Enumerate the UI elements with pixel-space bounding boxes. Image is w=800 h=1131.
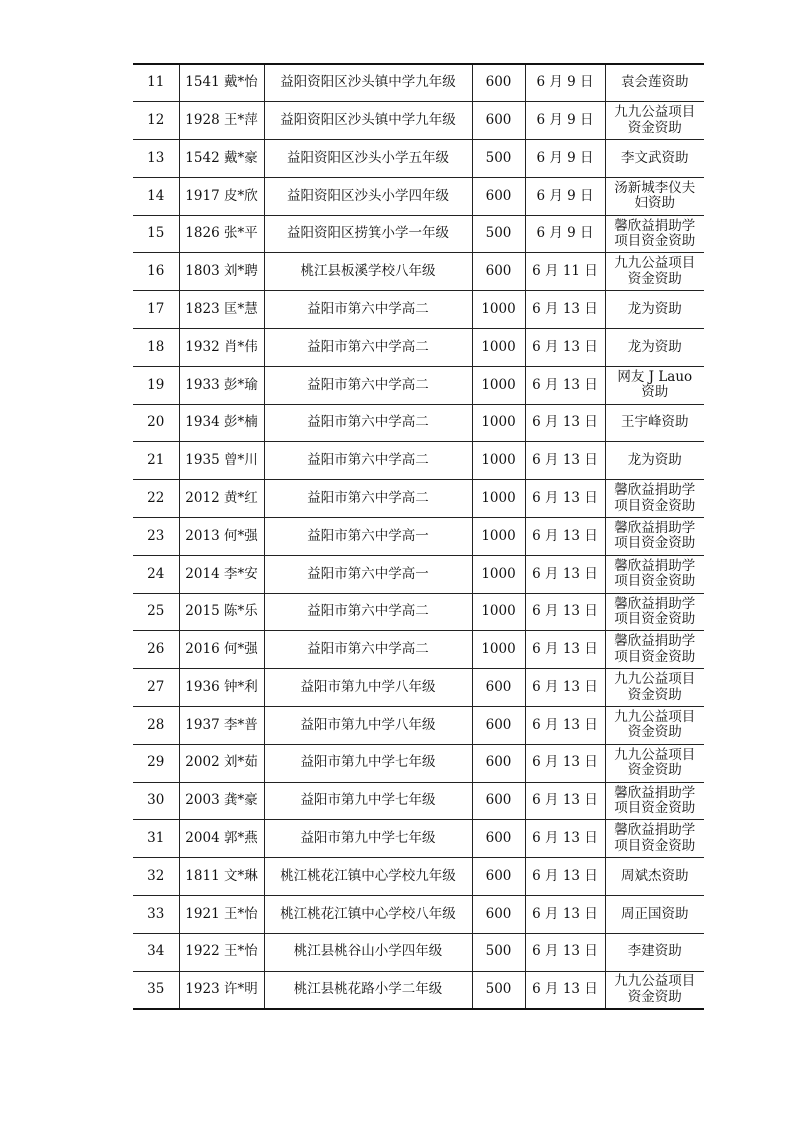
table-row — [133, 971, 704, 1009]
sponsor-line: 王宇峰资助 — [621, 414, 689, 431]
date-cell: 6 月 13 日 — [525, 971, 605, 1009]
table-row — [133, 366, 704, 404]
amount-cell: 1000 — [472, 480, 525, 518]
amount-cell: 1000 — [472, 555, 525, 593]
school-cell: 益阳资阳区沙头小学五年级 — [264, 140, 472, 178]
date-cell: 6 月 13 日 — [525, 480, 605, 518]
table-row — [133, 480, 704, 518]
sponsor-line: 资金资助 — [627, 724, 682, 741]
amount-cell: 600 — [472, 782, 525, 820]
sponsorship-table — [133, 63, 704, 1010]
school-cell: 益阳资阳区沙头小学四年级 — [264, 177, 472, 215]
sponsor-line: 袁会莲资助 — [621, 74, 689, 91]
row-number-cell: 17 — [133, 291, 179, 329]
school-cell: 益阳市第九中学七年级 — [264, 782, 472, 820]
school-cell: 桃江桃花江镇中心学校八年级 — [264, 896, 472, 934]
student-cell: 1917 皮*欣 — [179, 177, 264, 215]
sponsor-line: 馨欣益捐助学 — [614, 822, 696, 839]
row-number-cell: 21 — [133, 442, 179, 480]
table-row — [133, 820, 704, 858]
school-cell: 益阳市第六中学高二 — [264, 291, 472, 329]
row-number-cell: 23 — [133, 518, 179, 556]
school-cell: 益阳资阳区捞箕小学一年级 — [264, 215, 472, 253]
amount-cell: 1000 — [472, 518, 525, 556]
table-row — [133, 102, 704, 140]
student-cell: 2014 李*安 — [179, 555, 264, 593]
amount-cell: 600 — [472, 896, 525, 934]
date-cell: 6 月 13 日 — [525, 442, 605, 480]
sponsor-cell — [605, 518, 704, 556]
table-body — [133, 64, 704, 1009]
sponsor-line: 项目资金资助 — [614, 535, 696, 552]
table-row — [133, 253, 704, 291]
row-number-cell: 18 — [133, 329, 179, 367]
date-cell: 6 月 13 日 — [525, 933, 605, 971]
date-cell: 6 月 9 日 — [525, 177, 605, 215]
row-number-cell: 34 — [133, 933, 179, 971]
row-number-cell: 22 — [133, 480, 179, 518]
table-row — [133, 177, 704, 215]
date-cell: 6 月 13 日 — [525, 404, 605, 442]
table-row — [133, 631, 704, 669]
table-row — [133, 858, 704, 896]
amount-cell: 1000 — [472, 366, 525, 404]
row-number-cell: 16 — [133, 253, 179, 291]
sponsor-line: 九九公益项目 — [614, 671, 696, 688]
school-cell: 桃江桃花江镇中心学校九年级 — [264, 858, 472, 896]
sponsor-line: 馨欣益捐助学 — [614, 482, 696, 499]
sponsor-line: 资金资助 — [627, 762, 682, 779]
row-number-cell: 11 — [133, 64, 179, 102]
student-cell: 1811 文*琳 — [179, 858, 264, 896]
school-cell: 益阳市第六中学高二 — [264, 593, 472, 631]
sponsor-line: 馨欣益捐助学 — [614, 557, 696, 574]
sponsor-cell — [605, 215, 704, 253]
sponsor-cell — [605, 291, 704, 329]
sponsor-line: 李建资助 — [627, 943, 682, 960]
student-cell: 1803 刘*聘 — [179, 253, 264, 291]
date-cell: 6 月 9 日 — [525, 102, 605, 140]
sponsor-line: 周正国资助 — [621, 905, 689, 922]
date-cell: 6 月 13 日 — [525, 366, 605, 404]
sponsor-line: 资金资助 — [627, 270, 682, 287]
table-row — [133, 744, 704, 782]
amount-cell: 500 — [472, 933, 525, 971]
sponsor-line: 资金资助 — [627, 119, 682, 136]
date-cell: 6 月 13 日 — [525, 518, 605, 556]
school-cell: 益阳市第六中学高二 — [264, 631, 472, 669]
sponsor-cell — [605, 253, 704, 291]
school-cell: 桃江县桃谷山小学四年级 — [264, 933, 472, 971]
sponsor-cell — [605, 707, 704, 745]
sponsor-cell — [605, 782, 704, 820]
sponsor-line: 馨欣益捐助学 — [614, 519, 696, 536]
student-cell: 1541 戴*怡 — [179, 64, 264, 102]
sponsor-line: 项目资金资助 — [614, 233, 696, 250]
student-cell: 1937 李*普 — [179, 707, 264, 745]
school-cell: 益阳资阳区沙头镇中学九年级 — [264, 64, 472, 102]
sponsor-cell — [605, 858, 704, 896]
row-number-cell: 14 — [133, 177, 179, 215]
table-row — [133, 404, 704, 442]
row-number-cell: 35 — [133, 971, 179, 1009]
amount-cell: 600 — [472, 858, 525, 896]
school-cell: 益阳市第九中学八年级 — [264, 707, 472, 745]
school-cell: 益阳市第六中学高二 — [264, 329, 472, 367]
sponsor-cell — [605, 442, 704, 480]
school-cell: 益阳市第六中学高二 — [264, 366, 472, 404]
row-number-cell: 12 — [133, 102, 179, 140]
sponsor-cell — [605, 820, 704, 858]
row-number-cell: 26 — [133, 631, 179, 669]
student-cell: 2015 陈*乐 — [179, 593, 264, 631]
amount-cell: 600 — [472, 253, 525, 291]
sponsor-cell — [605, 744, 704, 782]
table-row — [133, 593, 704, 631]
amount-cell: 1000 — [472, 593, 525, 631]
sponsor-line: 龙为资助 — [627, 300, 682, 317]
date-cell: 6 月 13 日 — [525, 820, 605, 858]
row-number-cell: 29 — [133, 744, 179, 782]
student-cell: 1823 匡*慧 — [179, 291, 264, 329]
school-cell: 益阳市第六中学高二 — [264, 442, 472, 480]
sponsor-line: 项目资金资助 — [614, 648, 696, 665]
date-cell: 6 月 13 日 — [525, 858, 605, 896]
row-number-cell: 19 — [133, 366, 179, 404]
table-row — [133, 140, 704, 178]
student-cell: 1935 曾*川 — [179, 442, 264, 480]
sponsor-line: 项目资金资助 — [614, 800, 696, 817]
student-cell: 1922 王*怡 — [179, 933, 264, 971]
sponsor-cell — [605, 971, 704, 1009]
amount-cell: 500 — [472, 971, 525, 1009]
school-cell: 益阳市第六中学高二 — [264, 404, 472, 442]
table-row — [133, 669, 704, 707]
amount-cell: 600 — [472, 707, 525, 745]
sponsor-line: 九九公益项目 — [614, 255, 696, 272]
student-cell: 1933 彭*瑜 — [179, 366, 264, 404]
student-cell: 2013 何*强 — [179, 518, 264, 556]
sponsor-line: 汤新城李仪夫 — [614, 179, 696, 196]
school-cell: 益阳市第六中学高一 — [264, 555, 472, 593]
sponsor-cell — [605, 404, 704, 442]
student-cell: 2016 何*强 — [179, 631, 264, 669]
school-cell: 桃江县板溪学校八年级 — [264, 253, 472, 291]
sponsor-line: 馨欣益捐助学 — [614, 633, 696, 650]
school-cell: 益阳市第九中学七年级 — [264, 820, 472, 858]
row-number-cell: 30 — [133, 782, 179, 820]
student-cell: 1826 张*平 — [179, 215, 264, 253]
date-cell: 6 月 9 日 — [525, 215, 605, 253]
amount-cell: 600 — [472, 102, 525, 140]
sponsor-cell — [605, 896, 704, 934]
row-number-cell: 20 — [133, 404, 179, 442]
student-cell: 1923 许*明 — [179, 971, 264, 1009]
student-cell: 2004 郭*燕 — [179, 820, 264, 858]
school-cell: 桃江县桃花路小学二年级 — [264, 971, 472, 1009]
student-cell: 1542 戴*豪 — [179, 140, 264, 178]
school-cell: 益阳市第九中学八年级 — [264, 669, 472, 707]
sponsor-line: 网友 J Lauo — [617, 368, 693, 385]
table-row — [133, 442, 704, 480]
sponsor-cell — [605, 555, 704, 593]
table-row — [133, 933, 704, 971]
student-cell: 1936 钟*利 — [179, 669, 264, 707]
sponsor-cell — [605, 64, 704, 102]
amount-cell: 600 — [472, 64, 525, 102]
sponsor-line: 项目资金资助 — [614, 573, 696, 590]
row-number-cell: 15 — [133, 215, 179, 253]
table-row — [133, 555, 704, 593]
sponsor-line: 龙为资助 — [627, 452, 682, 469]
sponsor-cell — [605, 140, 704, 178]
date-cell: 6 月 13 日 — [525, 291, 605, 329]
date-cell: 6 月 13 日 — [525, 669, 605, 707]
amount-cell: 1000 — [472, 442, 525, 480]
sponsor-cell — [605, 329, 704, 367]
amount-cell: 500 — [472, 140, 525, 178]
sponsor-line: 妇资助 — [634, 195, 675, 212]
sponsor-line: 项目资金资助 — [614, 497, 696, 514]
amount-cell: 1000 — [472, 291, 525, 329]
amount-cell: 1000 — [472, 329, 525, 367]
row-number-cell: 28 — [133, 707, 179, 745]
date-cell: 6 月 13 日 — [525, 593, 605, 631]
sponsor-line: 资金资助 — [627, 686, 682, 703]
amount-cell: 600 — [472, 820, 525, 858]
sponsor-cell — [605, 366, 704, 404]
amount-cell: 600 — [472, 744, 525, 782]
date-cell: 6 月 13 日 — [525, 555, 605, 593]
school-cell: 益阳市第六中学高一 — [264, 518, 472, 556]
student-cell: 1932 肖*伟 — [179, 329, 264, 367]
date-cell: 6 月 13 日 — [525, 631, 605, 669]
sponsor-line: 李文武资助 — [621, 149, 689, 166]
row-number-cell: 32 — [133, 858, 179, 896]
table-row — [133, 64, 704, 102]
sponsor-cell — [605, 102, 704, 140]
table-row — [133, 291, 704, 329]
table-row — [133, 518, 704, 556]
date-cell: 6 月 9 日 — [525, 140, 605, 178]
sponsor-line: 九九公益项目 — [614, 104, 696, 121]
sponsor-cell — [605, 177, 704, 215]
sponsor-line: 项目资金资助 — [614, 611, 696, 628]
date-cell: 6 月 13 日 — [525, 707, 605, 745]
sponsor-cell — [605, 480, 704, 518]
table-row — [133, 215, 704, 253]
student-cell: 2002 刘*茹 — [179, 744, 264, 782]
amount-cell: 1000 — [472, 631, 525, 669]
date-cell: 6 月 13 日 — [525, 782, 605, 820]
row-number-cell: 24 — [133, 555, 179, 593]
amount-cell: 1000 — [472, 404, 525, 442]
date-cell: 6 月 13 日 — [525, 329, 605, 367]
table-row — [133, 896, 704, 934]
row-number-cell: 27 — [133, 669, 179, 707]
sponsor-line: 九九公益项目 — [614, 973, 696, 990]
sponsor-line: 馨欣益捐助学 — [614, 595, 696, 612]
date-cell: 6 月 11 日 — [525, 253, 605, 291]
sponsor-line: 九九公益项目 — [614, 708, 696, 725]
sponsor-line: 项目资金资助 — [614, 837, 696, 854]
date-cell: 6 月 13 日 — [525, 896, 605, 934]
row-number-cell: 33 — [133, 896, 179, 934]
amount-cell: 600 — [472, 177, 525, 215]
sponsor-line: 馨欣益捐助学 — [614, 784, 696, 801]
row-number-cell: 25 — [133, 593, 179, 631]
student-cell: 2003 龚*豪 — [179, 782, 264, 820]
amount-cell: 500 — [472, 215, 525, 253]
student-cell: 2012 黄*红 — [179, 480, 264, 518]
school-cell: 益阳资阳区沙头镇中学九年级 — [264, 102, 472, 140]
sponsor-cell — [605, 933, 704, 971]
date-cell: 6 月 13 日 — [525, 744, 605, 782]
amount-cell: 600 — [472, 669, 525, 707]
sponsor-line: 周斌杰资助 — [621, 867, 689, 884]
student-cell: 1934 彭*楠 — [179, 404, 264, 442]
row-number-cell: 13 — [133, 140, 179, 178]
sponsor-line: 资助 — [641, 384, 669, 401]
row-number-cell: 31 — [133, 820, 179, 858]
school-cell: 益阳市第九中学七年级 — [264, 744, 472, 782]
table-row — [133, 782, 704, 820]
sponsor-line: 龙为资助 — [627, 338, 682, 355]
sponsor-cell — [605, 669, 704, 707]
student-cell: 1921 王*怡 — [179, 896, 264, 934]
date-cell: 6 月 9 日 — [525, 64, 605, 102]
sponsor-line: 馨欣益捐助学 — [614, 217, 696, 234]
sponsor-cell — [605, 631, 704, 669]
table-row — [133, 707, 704, 745]
school-cell: 益阳市第六中学高二 — [264, 480, 472, 518]
sponsor-line: 资金资助 — [627, 988, 682, 1005]
sponsor-line: 九九公益项目 — [614, 746, 696, 763]
student-cell: 1928 王*萍 — [179, 102, 264, 140]
sponsor-cell — [605, 593, 704, 631]
table-row — [133, 329, 704, 367]
